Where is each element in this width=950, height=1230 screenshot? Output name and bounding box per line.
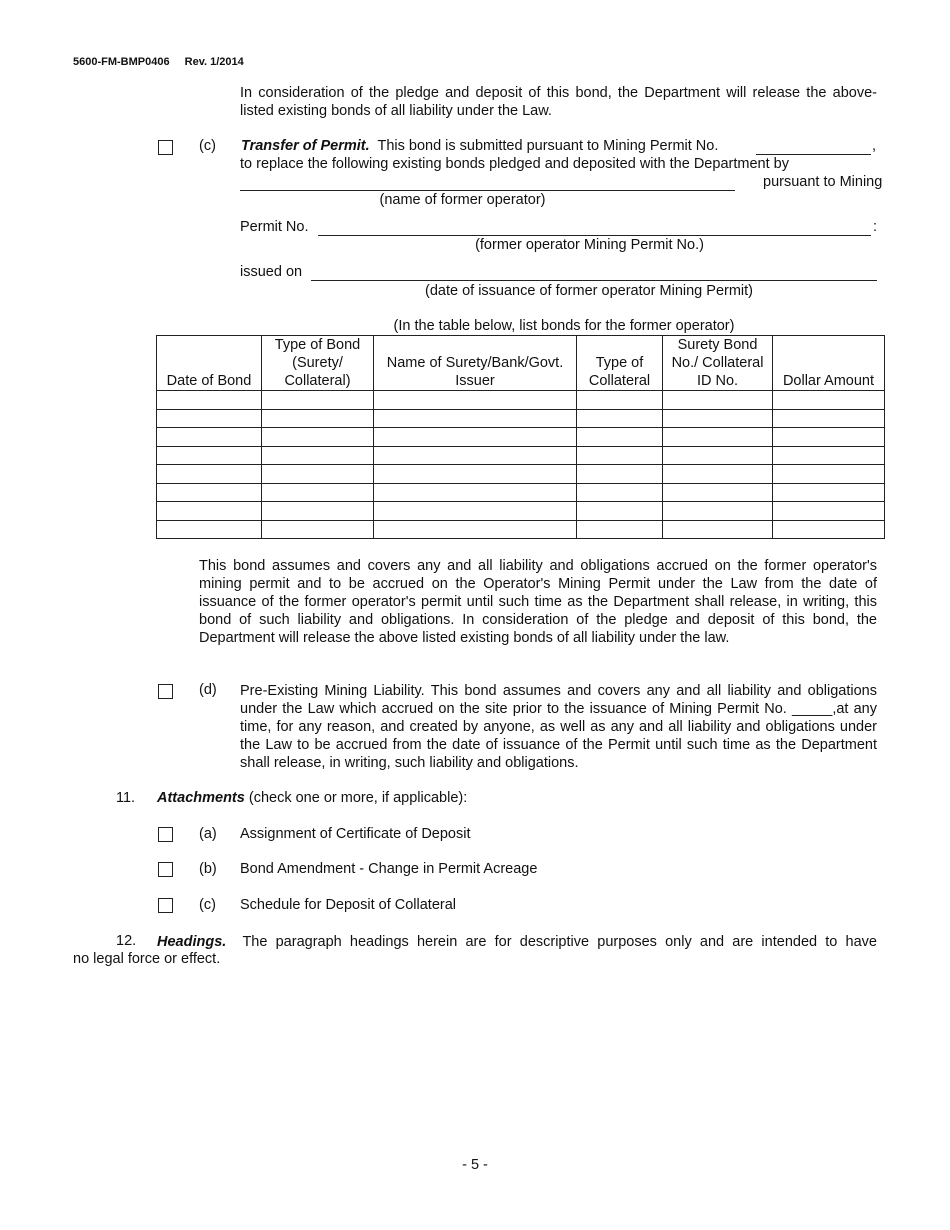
table-cell[interactable]: [262, 409, 374, 428]
table-row: [157, 520, 885, 539]
attachment-c-letter: (c): [199, 897, 216, 913]
transfer-permit-checkbox[interactable]: [158, 140, 173, 155]
table-cell[interactable]: [157, 465, 262, 484]
form-id: 5600-FM-BMP0406: [73, 56, 170, 68]
table-cell[interactable]: [262, 428, 374, 447]
attachment-c-checkbox[interactable]: [158, 898, 173, 913]
attachment-b-letter: (b): [199, 861, 217, 877]
table-row: [157, 409, 885, 428]
table-cell[interactable]: [262, 483, 374, 502]
form-header: [73, 56, 244, 68]
table-cell[interactable]: [577, 502, 663, 521]
col-bond-id-no: Surety Bond No./ Collateral ID No.: [663, 336, 773, 391]
colon: :: [873, 219, 878, 235]
former-operator-name-field[interactable]: [240, 174, 735, 191]
table-cell[interactable]: [374, 446, 577, 465]
section-11-note: (check one or more, if applicable):: [248, 790, 468, 806]
table-cell[interactable]: [157, 428, 262, 447]
table-cell[interactable]: [663, 465, 773, 484]
table-cell[interactable]: [663, 391, 773, 410]
section-12-line2: no legal force or effect.: [73, 951, 221, 967]
section-11-heading: [157, 790, 467, 806]
table-cell[interactable]: [773, 520, 885, 539]
table-row: [157, 502, 885, 521]
table-cell[interactable]: [262, 391, 374, 410]
transfer-permit-title: Transfer of Permit.: [241, 138, 370, 154]
table-cell[interactable]: [157, 409, 262, 428]
table-cell[interactable]: [374, 391, 577, 410]
table-cell[interactable]: [577, 465, 663, 484]
issued-on-caption: (date of issuance of former operator Mining Permit): [425, 283, 753, 299]
table-cell[interactable]: [374, 428, 577, 447]
table-row: [157, 446, 885, 465]
table-cell[interactable]: [577, 391, 663, 410]
table-cell[interactable]: [773, 428, 885, 447]
table-cell[interactable]: [374, 483, 577, 502]
table-cell[interactable]: [374, 520, 577, 539]
table-cell[interactable]: [773, 483, 885, 502]
table-cell[interactable]: [157, 502, 262, 521]
table-cell[interactable]: [577, 483, 663, 502]
page-number: - 5 -: [462, 1157, 488, 1173]
table-cell[interactable]: [663, 446, 773, 465]
table-cell[interactable]: [577, 409, 663, 428]
table-instruction: (In the table below, list bonds for the former operator): [393, 318, 735, 334]
former-operator-bonds-table: [156, 335, 885, 539]
table-cell[interactable]: [374, 465, 577, 484]
table-cell[interactable]: [773, 391, 885, 410]
table-row: [157, 391, 885, 410]
table-row: [157, 428, 885, 447]
table-row: [157, 465, 885, 484]
section-12-number: 12.: [116, 933, 137, 949]
col-date-of-bond: Date of Bond: [157, 336, 262, 391]
comma: ,: [872, 138, 877, 154]
table-header-row: [157, 336, 885, 391]
table-cell[interactable]: [262, 520, 374, 539]
item-c-letter: (c): [199, 138, 216, 154]
section-12-text: The paragraph headings herein are for descriptive purposes only and are intended to have: [242, 934, 878, 950]
transfer-permit-line2: to replace the following existing bonds pledged and deposited with the Department by: [240, 156, 789, 172]
transfer-permit-line1: [241, 138, 718, 154]
table-cell[interactable]: [663, 520, 773, 539]
table-cell[interactable]: [577, 428, 663, 447]
intro-paragraph: In consideration of the pledge and deposit of this bond, the Department will release the above-listed existing bonds of all liability under the Law.: [240, 85, 877, 119]
permit-no-caption: (former operator Mining Permit No.): [475, 237, 704, 253]
table-cell[interactable]: [663, 409, 773, 428]
col-dollar-amount: Dollar Amount: [773, 336, 885, 391]
table-cell[interactable]: [157, 391, 262, 410]
table-cell[interactable]: [663, 428, 773, 447]
table-cell[interactable]: [157, 520, 262, 539]
table-cell[interactable]: [773, 446, 885, 465]
col-type-of-collateral: Type of Collateral: [577, 336, 663, 391]
attachment-a-checkbox[interactable]: [158, 827, 173, 842]
item-d-letter: (d): [199, 682, 217, 698]
bond-table-body: [157, 391, 885, 539]
table-cell[interactable]: [262, 465, 374, 484]
col-issuer-name: Name of Surety/Bank/Govt. Issuer: [374, 336, 577, 391]
table-cell[interactable]: [773, 409, 885, 428]
section-11-number: 11.: [116, 790, 136, 806]
mining-permit-no-field[interactable]: [756, 138, 871, 155]
former-permit-no-field[interactable]: [318, 219, 871, 236]
permit-no-label: Permit No.: [240, 219, 309, 235]
col-type-of-bond: Type of Bond (Surety/ Collateral): [262, 336, 374, 391]
attachment-a-label: Assignment of Certificate of Deposit: [240, 826, 471, 842]
table-cell[interactable]: [262, 446, 374, 465]
attachment-b-checkbox[interactable]: [158, 862, 173, 877]
attachment-b-label: Bond Amendment - Change in Permit Acreage: [240, 861, 538, 877]
transfer-permit-text: This bond is submitted pursuant to Mining Permit No.: [377, 138, 719, 154]
attachment-a-letter: (a): [199, 826, 217, 842]
table-cell[interactable]: [262, 502, 374, 521]
table-cell[interactable]: [773, 502, 885, 521]
table-cell[interactable]: [773, 465, 885, 484]
table-row: [157, 483, 885, 502]
table-cell[interactable]: [663, 502, 773, 521]
table-cell[interactable]: [663, 483, 773, 502]
table-cell[interactable]: [157, 446, 262, 465]
attachment-c-label: Schedule for Deposit of Collateral: [240, 897, 457, 913]
table-cell[interactable]: [374, 409, 577, 428]
form-revision: Rev. 1/2014: [184, 56, 244, 68]
assumes-liability-paragraph: This bond assumes and covers any and all liability and obligations accrued on the former operator's mining permit and to be accrued on the Operator's Mining Permit under the Law from the date of issuance of the former operator's permit until such time as the Department shall release, in writing, this bond of such liability and obligations. In consideration of the pledge and deposit of this bond, the Department will release the above listed existing bonds of all liability under the law.: [199, 558, 877, 646]
pursuant-text: pursuant to Mining: [763, 174, 883, 190]
pre-existing-liability-checkbox[interactable]: [158, 684, 173, 699]
issued-on-label: issued on: [240, 264, 303, 280]
section-11-title: Attachments: [157, 790, 245, 806]
section-12-title: Headings.: [157, 934, 227, 950]
table-cell[interactable]: [577, 520, 663, 539]
pre-existing-liability-text: Pre-Existing Mining Liability. This bond assumes and covers any and all liability and obligations under the Law which accrued on the site prior to the issuance of Mining Permit No. _____,at any time, for any reason, and created by anyone, as well as any and all liability and obligations under the Law to be accrued from the date of issuance of the Permit until such time as the Department shall release, in writing, such liability and obligations.: [240, 683, 877, 771]
issued-on-field[interactable]: [311, 264, 877, 281]
former-operator-caption: (name of former operator): [379, 192, 546, 208]
table-cell[interactable]: [157, 483, 262, 502]
table-cell[interactable]: [374, 502, 577, 521]
table-cell[interactable]: [577, 446, 663, 465]
section-12-line1: [157, 933, 877, 951]
